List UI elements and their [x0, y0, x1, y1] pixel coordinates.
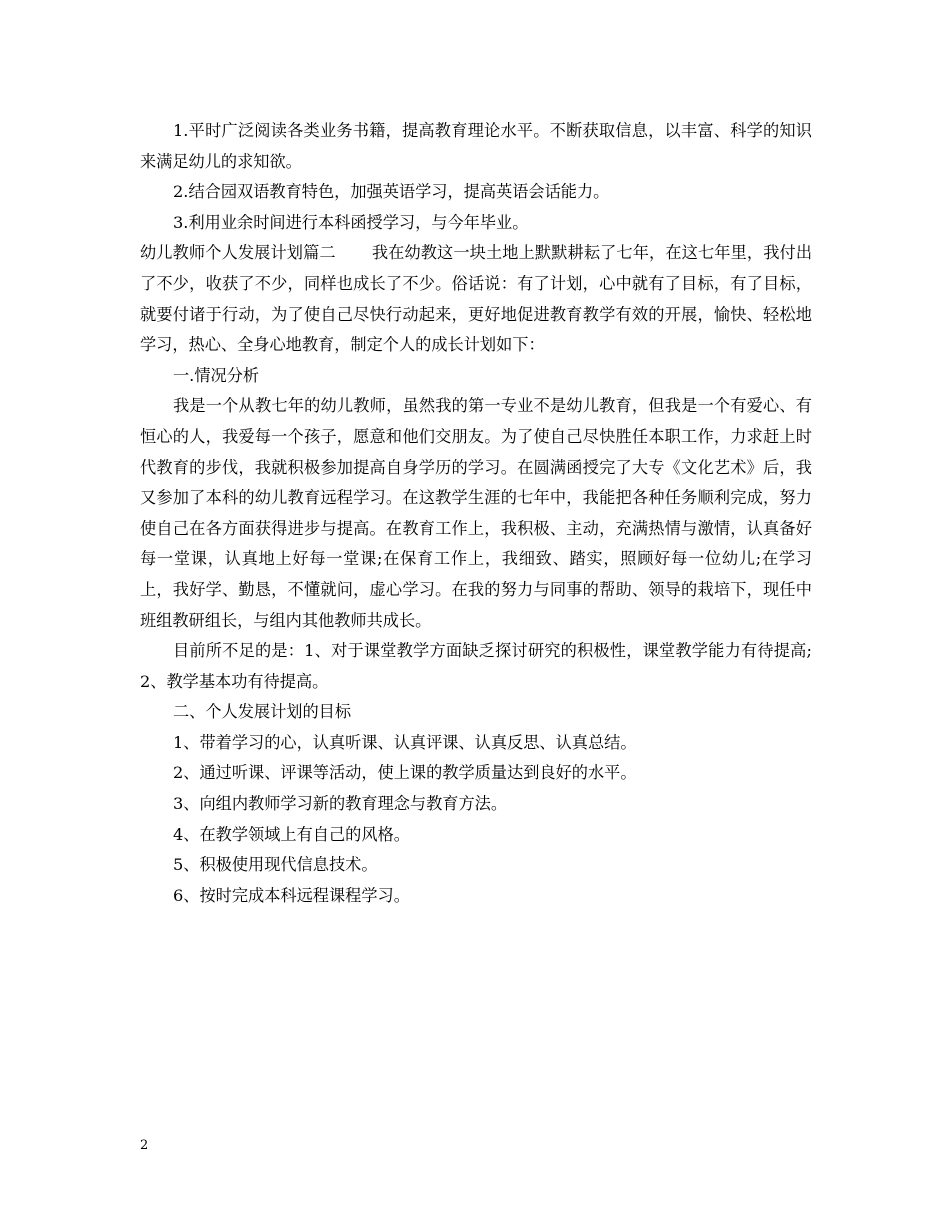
section-two-paragraph [140, 238, 812, 360]
goal-item-4: 4、在教学领域上有自己的风格。 [173, 824, 410, 844]
goal-item-3: 3、向组内教师学习新的教育理念与教育方法。 [173, 794, 508, 814]
paragraph-english-study: 2.结合园双语教育特色，加强英语学习，提高英语会话能力。 [173, 182, 610, 202]
section-two-title: 幼儿教师个人发展计划篇二 [140, 243, 336, 263]
section-two-intro: 我在幼教这一块土地上默默耕耘了七年，在这七年里，我付出了不少，收获了不少，同样也成长了不少。俗话说：有了计划，心中就有了目标，有了目标，就要付诸于行动，为了使自己尽快行动起来，更好地促进教育教学有效的开展，愉快、轻松地学习，热心、全身心地教育，制定个人的成长计划如下： [140, 243, 813, 355]
paragraph-shortcomings: 目前所不足的是：1、对于课堂教学方面缺乏探讨研究的积极性，课堂教学能力有待提高;2、教学基本功有待提高。 [140, 641, 812, 691]
page-number: 2 [140, 1138, 149, 1153]
paragraph-self-introduction: 我是一个从教七年的幼儿教师，虽然我的第一专业不是幼儿教育，但我是一个有爱心、有恒心的人，我爱每一个孩子，愿意和他们交朋友。为了使自己尽快胜任本职工作，力求赶上时代教育的步伐，我就积极参加提高自身学历的学习。在圆满函授完了大专《文化艺术》后，我又参加了本科的幼儿教育远程学习。在这教学生涯的七年中，我能把各种任务顺利完成，努力使自己在各方面获得进步与提高。在教育工作上，我积极、主动，充满热情与激情，认真备好每一堂课，认真地上好每一堂课;在保育工作上，我细致、踏实，照顾好每一位幼儿;在学习上，我好学、勤恳，不懂就问，虚心学习。在我的努力与同事的帮助、领导的栽培下，现任中班组教研组长，与组内其他教师共成长。 [140, 396, 812, 630]
goal-item-5: 5、积极使用现代信息技术。 [173, 855, 378, 875]
goal-item-1: 1、带着学习的心，认真听课、认真评课、认真反思、认真总结。 [173, 732, 637, 752]
goal-item-6: 6、按时完成本科远程课程学习。 [173, 885, 410, 905]
document-page [140, 116, 812, 911]
goal-item-2: 2、通过听课、评课等活动，使上课的教学质量达到良好的水平。 [173, 763, 637, 783]
heading-development-goals: 二、个人发展计划的目标 [173, 702, 352, 722]
paragraph-undergraduate-study: 3.利用业余时间进行本科函授学习，与今年毕业。 [173, 212, 529, 232]
heading-situation-analysis: 一.情况分析 [173, 365, 260, 385]
paragraph-reading-plan: 1.平时广泛阅读各类业务书籍，提高教育理论水平。不断获取信息，以丰富、科学的知识来满足幼儿的求知欲。 [140, 121, 812, 171]
